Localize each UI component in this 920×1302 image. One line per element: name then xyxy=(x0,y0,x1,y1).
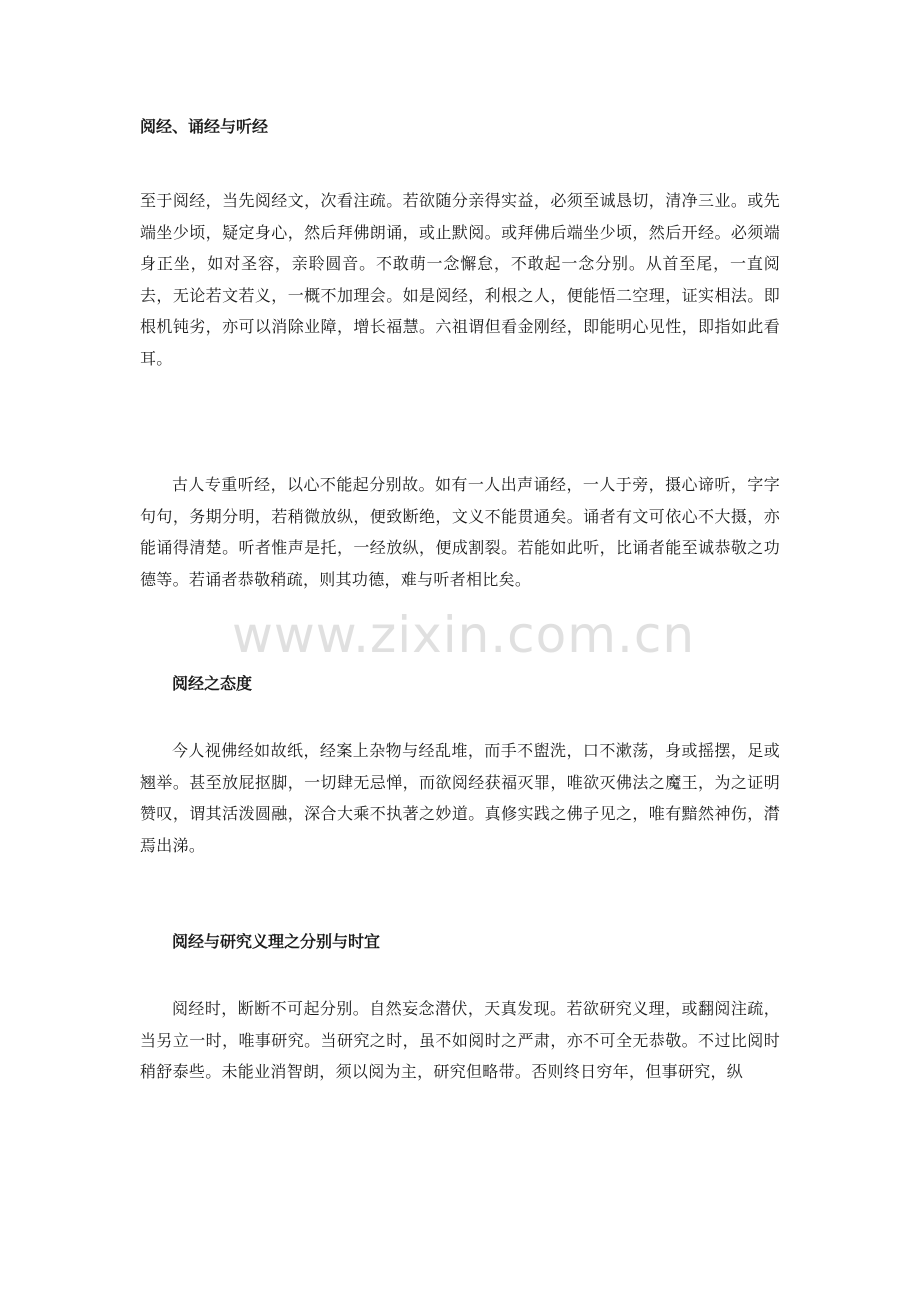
paragraph-reading-vs-study: 阅经时，断断不可起分别。自然妄念潜伏，天真发现。若欲研究义理，或翻阅注疏，当另立一时，唯事研究。当研究之时，虽不如阅时之严肃，亦不可全无恭敬。不过比阅时稍舒泰些。未能业消智朗，须以阅为主，研究但略带。否则终日穷年，但事研究，纵 xyxy=(140,999,780,1082)
section-heading-reading-vs-study: 阅经与研究义理之分别与时宜 xyxy=(172,932,381,951)
paragraph-reading-attitude: 今人视佛经如故纸，经案上杂物与经乱堆，而手不盥洗，口不漱荡，身或摇摆，足或翘举。甚至放屁抠脚，一切肆无忌惮，而欲阅经获福灭罪，唯欲灭佛法之魔王，为之证明赞叹，谓其活泼圆融，深合大乘不执著之妙道。真修实践之佛子见之，唯有黯然神伤，潸焉出涕。 xyxy=(140,741,780,855)
section-heading-reading-chanting-listening: 阅经、诵经与听经 xyxy=(140,117,269,136)
paragraph-reading-sutras: 至于阅经，当先阅经文，次看注疏。若欲随分亲得实益，必须至诚恳切，清净三业。或先端坐少顷，疑定身心，然后拜佛朗诵，或止默阅。或拜佛后端坐少顷，然后开经。必须端身正坐，如对圣容，亲聆圆音。不敢萌一念懈怠，不敢起一念分别。从首至尾，一直阅去，无论若文若义，一概不加理会。如是阅经，利根之人，便能悟二空理，证实相法。即根机钝劣，亦可以消除业障，增长福慧。六祖谓但看金刚经，即能明心见性，即指如此看耳。 xyxy=(140,191,780,368)
section-heading-reading-attitude: 阅经之态度 xyxy=(172,674,253,693)
paragraph-listening-sutras: 古人专重听经，以心不能起分别故。如有一人出声诵经，一人于旁，摄心谛听，字字句句，务期分明，若稍微放纵，便致断绝，文义不能贯通矣。诵者有文可依心不大摄，亦能诵得清楚。听者惟声是托，一经放纵，便成割裂。若能如此听，比诵者能至诚恭敬之功德等。若诵者恭敬稍疏，则其功德，难与听者相比矣。 xyxy=(140,475,780,589)
watermark: www.zixin.com.cn xyxy=(232,606,696,664)
